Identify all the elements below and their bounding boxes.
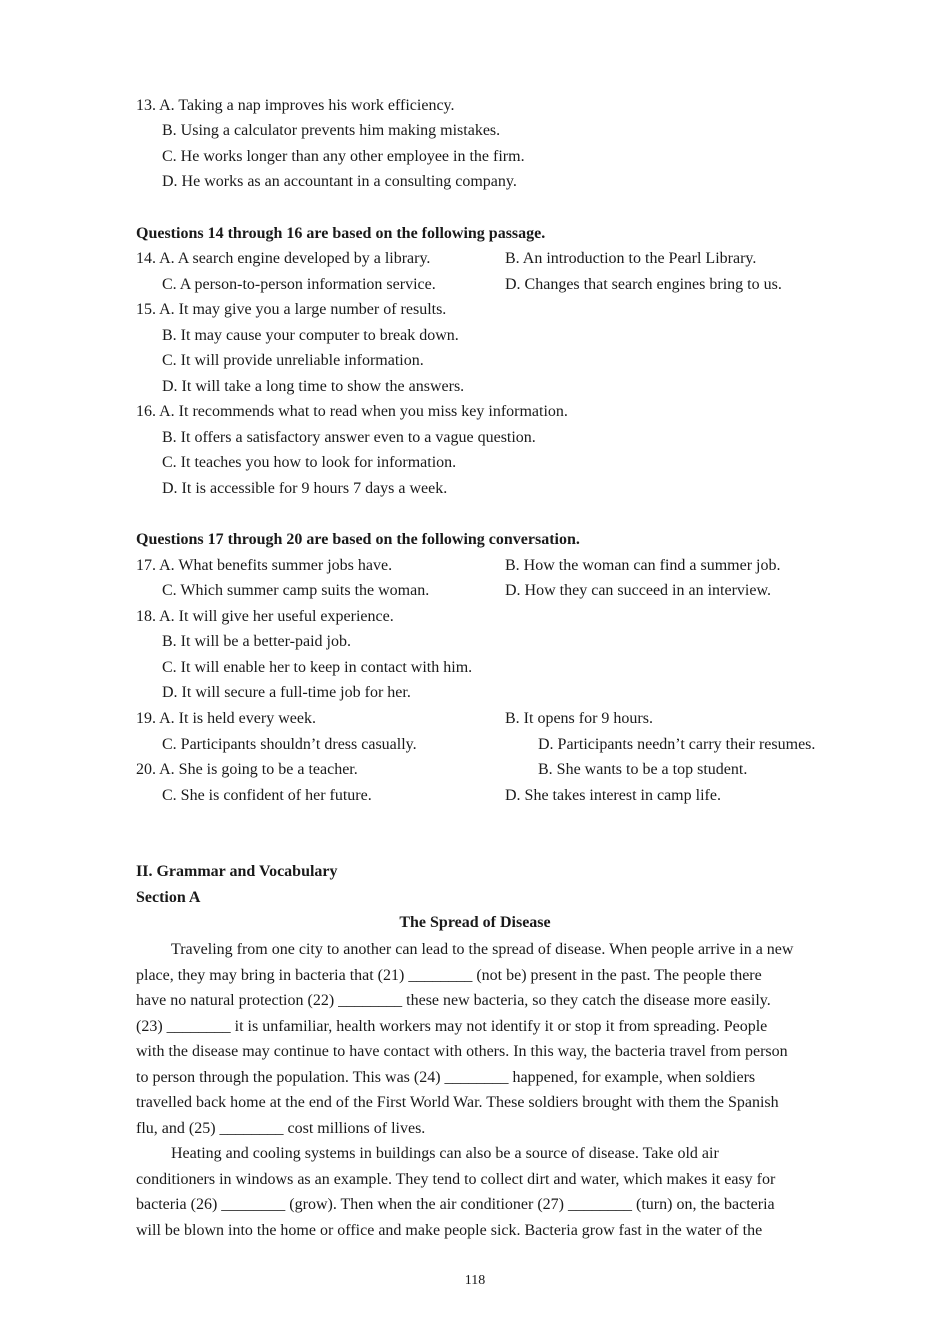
passage-line: bacteria (26) ________ (grow). Then when the air conditioner (27) ________ (turn) on, the bacteria <box>136 1196 775 1213</box>
passage-body <box>136 937 860 1243</box>
q17-option-a: 17. A. What benefits summer jobs have. <box>136 557 393 574</box>
q13-option-a: 13. A. Taking a nap improves his work efficiency. <box>136 97 455 114</box>
q15-option-d: D. It will take a long time to show the answers. <box>162 378 465 395</box>
q18-option-b: B. It will be a better-paid job. <box>162 633 351 650</box>
q20-option-b: B. She wants to be a top student. <box>538 761 748 778</box>
q20-option-a: 20. A. She is going to be a teacher. <box>136 761 358 778</box>
passage-line: have no natural protection (22) ________ these new bacteria, so they catch the disease more easily. <box>136 992 771 1009</box>
q14-option-a: 14. A. A search engine developed by a library. <box>136 250 431 267</box>
section-heading-14-16: Questions 14 through 16 are based on the following passage. <box>136 225 546 242</box>
q13-option-d: D. He works as an accountant in a consulting company. <box>162 173 517 190</box>
q17-option-c: C. Which summer camp suits the woman. <box>162 582 430 599</box>
passage-line: travelled back home at the end of the First World War. These soldiers brought with them the Spanish <box>136 1094 779 1111</box>
q19-option-a: 19. A. It is held every week. <box>136 710 316 727</box>
q15-option-b: B. It may cause your computer to break down. <box>162 327 459 344</box>
q13-option-b: B. Using a calculator prevents him making mistakes. <box>162 122 501 139</box>
passage-line: place, they may bring in bacteria that (21) ________ (not be) present in the past. The people there <box>136 966 762 984</box>
passage-line: will be blown into the home or office and make people sick. Bacteria grow fast in the water of the <box>136 1221 763 1239</box>
q15-option-a: 15. A. It may give you a large number of results. <box>136 301 447 318</box>
q17-option-b: B. How the woman can find a summer job. <box>505 557 781 574</box>
part-heading: II. Grammar and Vocabulary <box>136 863 338 880</box>
page-number: 118 <box>464 1273 486 1288</box>
passage-line: (23) ________ it is unfamiliar, health workers may not identify it or stop it from spreading. People <box>136 1017 768 1035</box>
section-heading-17-20: Questions 17 through 20 are based on the following conversation. <box>136 531 580 548</box>
q14-option-c: C. A person-to-person information service. <box>162 276 436 293</box>
passage-line: to person through the population. This was (24) ________ happened, for example, when soldiers <box>136 1068 756 1086</box>
passage-line: Heating and cooling systems in buildings can also be a source of disease. Take old air <box>171 1145 719 1162</box>
passage-title: The Spread of Disease <box>399 914 551 931</box>
q20-option-d: D. She takes interest in camp life. <box>505 787 721 804</box>
q16-option-a: 16. A. It recommends what to read when you miss key information. <box>136 403 568 420</box>
section-heading: Section A <box>136 889 201 906</box>
q20-option-c: C. She is confident of her future. <box>162 787 372 804</box>
q18-option-c: C. It will enable her to keep in contact with him. <box>162 659 473 676</box>
passage-line: Traveling from one city to another can lead to the spread of disease. When people arrive in a new <box>171 941 794 958</box>
passage-line: conditioners in windows as an example. They tend to collect dirt and water, which makes it easy for <box>136 1170 776 1188</box>
q15-option-c: C. It will provide unreliable information. <box>162 352 424 369</box>
q13-option-c: C. He works longer than any other employee in the firm. <box>162 148 525 165</box>
passage-line: flu, and (25) ________ cost millions of lives. <box>136 1119 426 1137</box>
q16-option-c: C. It teaches you how to look for information. <box>162 454 457 471</box>
q19-option-b: B. It opens for 9 hours. <box>505 710 653 727</box>
q16-option-d: D. It is accessible for 9 hours 7 days a week. <box>162 480 448 497</box>
q14-option-d: D. Changes that search engines bring to us. <box>505 276 782 293</box>
q14-option-b: B. An introduction to the Pearl Library. <box>505 250 757 267</box>
q19-option-c: C. Participants shouldn’t dress casually. <box>162 736 417 753</box>
q19-option-d: D. Participants needn’t carry their resumes. <box>538 736 816 753</box>
q17-option-d: D. How they can succeed in an interview. <box>505 582 771 599</box>
q18-option-a: 18. A. It will give her useful experience. <box>136 608 394 625</box>
q16-option-b: B. It offers a satisfactory answer even to a vague question. <box>162 429 536 446</box>
passage-line: with the disease may continue to have contact with others. In this way, the bacteria travel from person <box>136 1043 788 1060</box>
q18-option-d: D. It will secure a full-time job for her. <box>162 684 411 701</box>
